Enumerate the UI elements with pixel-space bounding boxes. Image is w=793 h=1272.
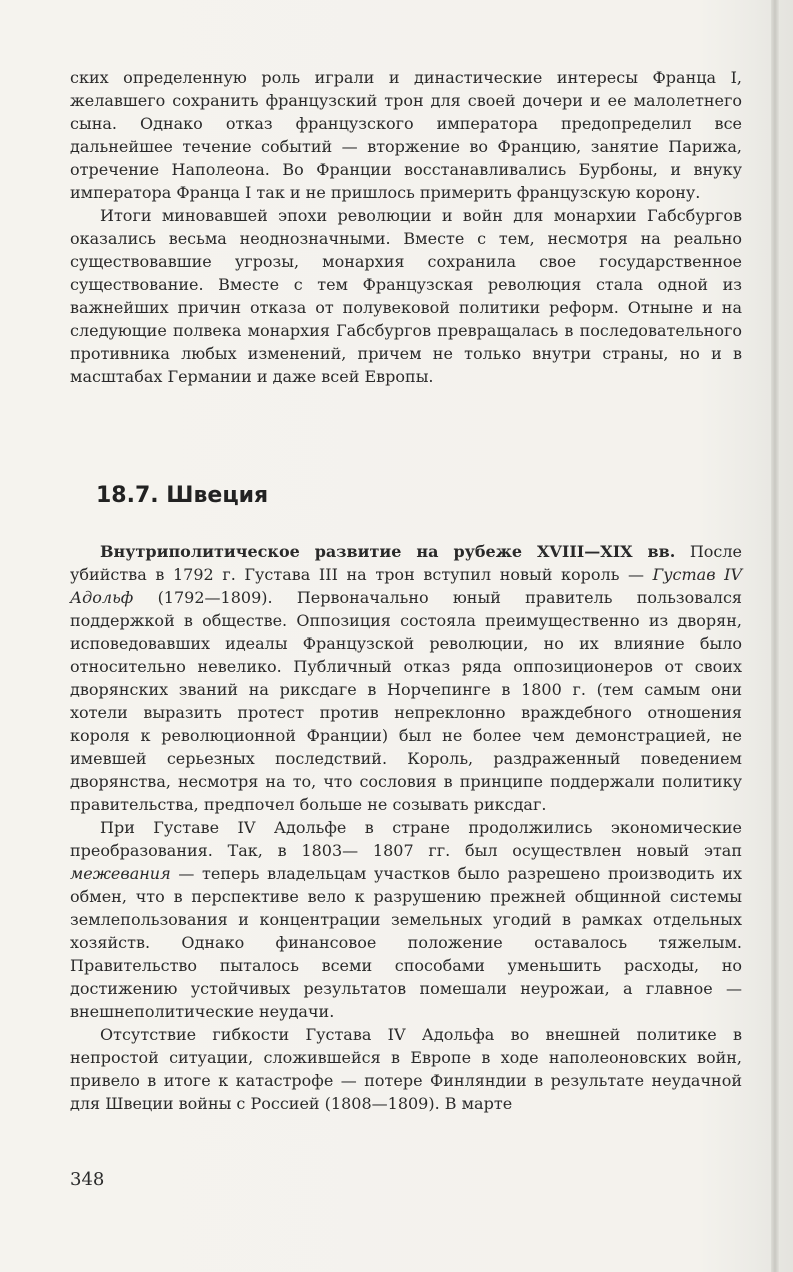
paragraph-domestic-politics [70, 540, 742, 816]
page-number: 348 [70, 1169, 105, 1190]
text-block-sweden [70, 540, 742, 1115]
term-mezhevanie: межевания [70, 864, 171, 883]
paragraph-habsburg-summary: Итоги миновавшей эпохи революции и войн для монархии Габсбургов оказались весьма неоднозначными. Вместе с тем, несмотря на реально существовавшие угрозы, монархия сохранила свое государственное существование. Вместе с тем Французская революция стала одной из важнейших причин отказа от полувековой политики реформ. Отныне и на следующие полвека монархия Габсбургов превращалась в последовательного противника любых изменений, причем не только внутри страны, но и в масштабах Германии и даже всей Европы. [70, 206, 742, 386]
text-run: (1792—1809). Первоначально юный правитель пользовался поддержкой в обществе. Оппозиция состояла преимущественно из дворян, исповедовавших идеалы Французской революции, но их влияние было относительно невелико. Публичный отказ ряда оппозиционеров от своих дворянских званий на риксдаге в Норчепинге в 1800 г. (тем самым они хотели выразить протест против непреклонно враждебного отношения короля к революционной Франции) был не более чем демонстрацией, не имевшей серьезных последствий. Король, раздраженный поведением дворянства, несмотря на то, что сословия в принципе поддержали политику правительства, предпочел больше не созывать риксдаг. [70, 588, 742, 814]
text-run: После убийства в 1792 г. Густава III на трон вступил новый король — [70, 542, 743, 584]
king-name: Густав IV Адольф [70, 565, 742, 607]
book-spine-shadow [771, 0, 779, 1272]
paragraph-lead: Внутриполитическое развитие на рубеже XVIII—XIX вв. [100, 542, 676, 561]
paragraph-economy [70, 816, 742, 1023]
text-run: — теперь владельцам участков было разрешено производить их обмен, что в перспективе вело к разрушению прежней общинной системы землепользования и концентрации земельных угодий в рамках отдельных хозяйств. Однако финансовое положение оставалось тяжелым. Правительство пыталось всеми способами уменьшить расходы, но достижению устойчивых результатов помешали неурожаи, а главное — внешнеполитические неудачи. [70, 864, 742, 1021]
section-heading: 18.7. Швеция [96, 483, 269, 508]
text-run: При Густаве IV Адольфе в стране продолжились экономические преобразования. Так, в 1803— 1807 гг. был осуществлен новый этап [70, 818, 742, 860]
text-block-top [70, 66, 742, 388]
paragraph-foreign-policy: Отсутствие гибкости Густава IV Адольфа во внешней политике в непростой ситуации, сложившейся в Европе в ходе наполеоновских войн, привело в итоге к катастрофе — потере Финляндии в результате неудачной для Швеции войны с Россией (1808—1809). В марте [70, 1025, 742, 1113]
paragraph-intro: ских определенную роль играли и династические интересы Франца I, желавшего сохранить французский трон для своей дочери и ее малолетнего сына. Однако отказ французского императора предопределил все дальнейшее течение событий — вторжение во Францию, занятие Парижа, отречение Наполеона. Во Франции восстанавливались Бурбоны, и внуку императора Франца I так и не пришлось примерить французскую корону. [70, 68, 742, 202]
